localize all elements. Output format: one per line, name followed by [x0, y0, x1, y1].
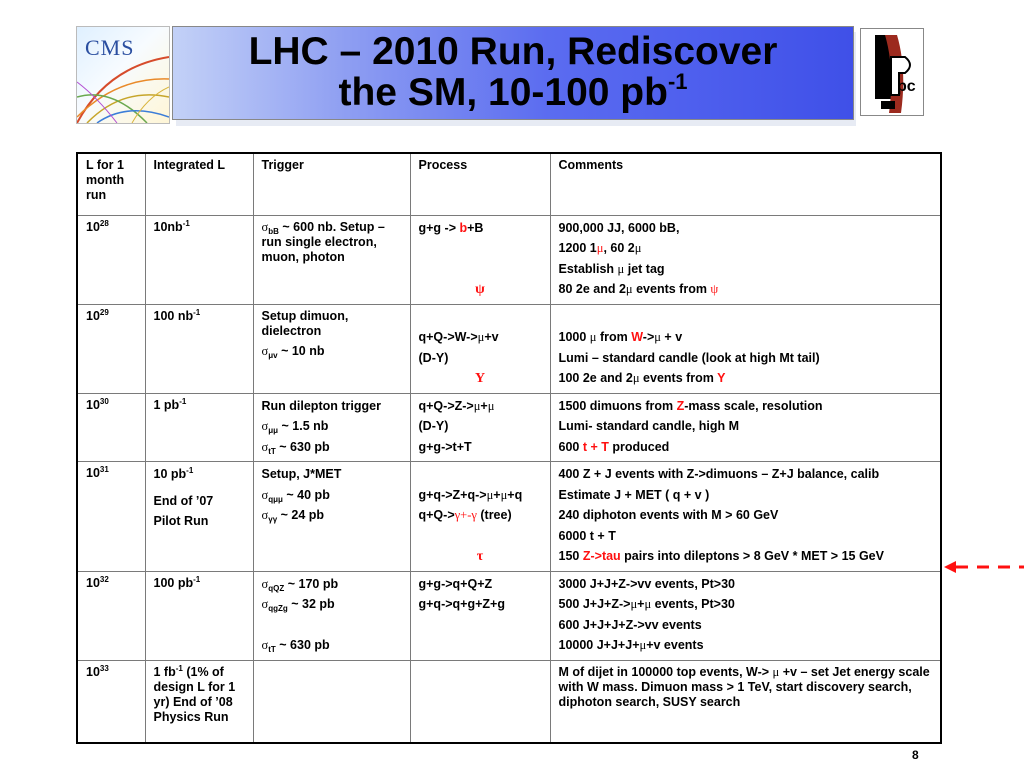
int-sup: -1: [193, 574, 201, 584]
lum-exp: 30: [99, 396, 109, 406]
process-line: g+g->t+T: [418, 439, 472, 454]
int-line: End of ’07: [153, 493, 214, 508]
int-cell: [145, 304, 253, 393]
trigger-text: ~ 10 nb: [277, 343, 325, 358]
svg-text:pc: pc: [897, 78, 916, 95]
mu-symbol: μ: [630, 597, 638, 611]
process-cell: [410, 215, 550, 304]
header-trigger: Trigger: [253, 153, 410, 215]
cms-logo: [76, 26, 170, 124]
int-value: 100 nb: [153, 308, 194, 323]
comment-text: 1200 1: [558, 241, 597, 255]
comment-line: [559, 548, 933, 569]
comment-line: Estimate J + MET ( q + v ): [558, 487, 710, 502]
mu-symbol: μ: [639, 638, 647, 652]
trigger-spacer: [262, 617, 402, 638]
comment-line: [559, 398, 933, 419]
comment-line: [559, 439, 933, 460]
header-integrated-l: Integrated L: [145, 153, 253, 215]
int-cell: [145, 571, 253, 660]
title-line-1: LHC – 2010 Run, Rediscover: [248, 30, 778, 73]
process-text: +B: [467, 220, 484, 235]
process-line: [419, 507, 542, 528]
process-text: +: [493, 487, 501, 502]
comment-text: +v events: [646, 638, 704, 652]
int-text: (1% of design L for 1 yr) End of ’08 Physics Run: [153, 664, 236, 724]
lum-exp: 29: [99, 307, 109, 317]
comment-text: +v – set Jet energy scale with W mass. Dimuon mass > 1 TeV, start discovery search, diphoton search, SUSY search: [558, 664, 930, 709]
int-line: [154, 466, 245, 487]
title-line-2: [173, 69, 853, 114]
sigma-sub: qμμ: [268, 494, 283, 504]
comments-cell: [550, 304, 941, 393]
mu-symbol: μ: [596, 241, 604, 255]
process-red-symbol: ψ: [475, 282, 485, 297]
comment-red-text: W: [631, 330, 643, 344]
mu-symbol: μ: [487, 398, 495, 413]
lum-base: 10: [86, 466, 100, 480]
comment-text: produced: [608, 439, 670, 454]
process-spacer: [419, 466, 542, 487]
comment-text: pairs into dileptons > 8 GeV * MET > 15 GeV: [620, 549, 884, 563]
trigger-line: [262, 487, 402, 508]
lum-exp: 33: [99, 663, 109, 673]
comment-line: 900,000 JJ, 6000 bB,: [558, 220, 680, 235]
header-comments: Comments: [550, 153, 941, 215]
run-plan-table: [76, 152, 942, 744]
comment-line: 600 J+J+J+Z->vv events: [558, 617, 702, 632]
mu-symbol: μ: [634, 241, 642, 255]
trigger-line: Run dilepton trigger: [261, 398, 381, 413]
int-cell: [145, 462, 253, 572]
psi-symbol: ψ: [710, 282, 719, 296]
int-cell: [145, 215, 253, 304]
comment-red-text: Y: [717, 371, 726, 385]
comment-text: 600: [558, 439, 583, 454]
comment-text: M of dijet in 100000 top events, W->: [558, 664, 773, 679]
mu-symbol: μ: [473, 398, 481, 413]
comment-text: 150: [558, 549, 583, 563]
comment-line: [559, 281, 933, 302]
comment-text: 100 2e and 2: [558, 371, 633, 385]
trigger-text: ~ 32 pb: [287, 597, 335, 611]
sigma-sub: qgZg: [268, 604, 288, 613]
process-cell: [410, 660, 550, 743]
int-value: 10nb: [153, 219, 183, 234]
comment-text: + v: [660, 330, 683, 344]
comments-cell: [550, 393, 941, 462]
lum-base: 10: [86, 308, 100, 323]
lum-cell: [77, 215, 145, 304]
comment-line: 6000 t + T: [558, 528, 616, 543]
comments-cell: [550, 462, 941, 572]
comment-line: [559, 596, 933, 617]
trigger-line: Setup, J*MET: [261, 467, 342, 481]
process-line: (D-Y): [418, 419, 449, 433]
comment-text: events, Pt>30: [651, 597, 735, 611]
comment-text: 1500 dimuons from: [558, 398, 677, 413]
lum-cell: [77, 571, 145, 660]
sigma-sub: qQZ: [268, 583, 285, 593]
process-red-text: b: [459, 220, 468, 235]
title-line-2-text: the SM, 10-100 pb: [338, 71, 668, 114]
sigma-symbol: σ: [261, 219, 269, 234]
table-row: [77, 304, 941, 393]
comment-red-text: t + T: [582, 439, 609, 454]
comment-text: -mass scale, resolution: [684, 398, 823, 413]
comment-line: [559, 261, 933, 282]
trigger-text: ~ 630 pb: [275, 439, 330, 454]
comment-text: +: [637, 597, 645, 611]
process-spacer: [419, 261, 542, 282]
int-sup: -1: [186, 466, 194, 475]
process-text: q+Q->Z->: [418, 398, 474, 413]
sigma-symbol: σ: [261, 638, 269, 652]
process-cell: [410, 462, 550, 572]
lum-base: 10: [86, 219, 100, 234]
mu-symbol: μ: [500, 487, 508, 502]
lum-exp: 28: [99, 218, 109, 228]
comment-text: jet tag: [624, 261, 665, 276]
trigger-cell: [253, 304, 410, 393]
comment-text: ->: [642, 330, 655, 344]
title-superscript: -1: [667, 69, 688, 94]
mu-symbol: μ: [625, 282, 633, 296]
sigma-symbol: σ: [261, 343, 269, 358]
sigma-sub: μv: [268, 350, 278, 360]
trigger-line: [262, 576, 402, 597]
mu-symbol: μ: [477, 330, 485, 344]
process-line: [419, 329, 542, 350]
int-value: 100 pb: [153, 575, 194, 590]
trigger-line: [262, 596, 402, 617]
comment-text: 10000 J+J+J+: [558, 638, 640, 652]
lum-base: 10: [86, 664, 100, 679]
comment-line: Lumi – standard candle (look at high Mt tail): [558, 350, 820, 365]
process-text: +q: [507, 487, 523, 502]
comment-line: 3000 J+J+Z->vv events, Pt>30: [558, 576, 736, 591]
mu-symbol: μ: [772, 664, 780, 679]
mu-symbol: μ: [486, 487, 494, 502]
lum-cell: [77, 393, 145, 462]
comment-spacer: [559, 309, 933, 330]
comment-line: [559, 329, 933, 350]
int-value: 1 fb: [153, 664, 176, 679]
trigger-cell: [253, 571, 410, 660]
comment-text: events from: [632, 282, 711, 296]
table-row: [77, 462, 941, 572]
comment-line: 240 diphoton events with M > 60 GeV: [558, 508, 779, 522]
table-row: [77, 215, 941, 304]
process-red-symbol: Y: [474, 371, 486, 386]
table-row: [77, 571, 941, 660]
trigger-line: [262, 507, 402, 528]
int-value: 1 pb: [153, 397, 180, 412]
sigma-sub: bB: [268, 226, 279, 236]
page-number: 8: [912, 748, 919, 762]
sigma-sub: γγ: [268, 515, 278, 524]
lpc-logo-graphic: [861, 29, 923, 115]
comment-line: [559, 240, 933, 261]
trigger-line: [262, 637, 402, 658]
table-header-row: [77, 153, 941, 215]
int-cell: [145, 393, 253, 462]
comment-red-text: Z->tau: [582, 549, 621, 563]
int-sup: -1: [179, 396, 187, 406]
header-process: Process: [410, 153, 550, 215]
comment-text: 1000: [558, 330, 590, 344]
process-text: +: [480, 398, 488, 413]
cms-logo-text: CMS: [85, 35, 135, 60]
lum-cell: [77, 304, 145, 393]
int-sup: -1: [193, 307, 201, 317]
int-sup: -1: [175, 663, 183, 673]
table-row: [77, 393, 941, 462]
sigma-sub: μμ: [268, 426, 279, 435]
mu-symbol: μ: [589, 330, 597, 344]
table-row: [77, 660, 941, 743]
sigma-symbol: σ: [261, 487, 269, 502]
header-lum: L for 1 month run: [77, 153, 145, 215]
trigger-line: [262, 220, 402, 265]
int-cell: [145, 660, 253, 743]
process-red-text: γ+-γ: [454, 508, 477, 522]
comment-text: Establish: [558, 261, 618, 276]
sigma-symbol: σ: [261, 439, 269, 454]
process-text: q+Q->: [418, 508, 455, 522]
trigger-cell: [253, 462, 410, 572]
mu-symbol: μ: [654, 330, 661, 344]
sigma-symbol: σ: [261, 419, 269, 433]
process-spacer: [419, 240, 542, 261]
lum-base: 10: [86, 397, 100, 412]
comment-line: [559, 637, 933, 658]
comment-text: 500 J+J+Z->: [558, 597, 631, 611]
mu-symbol: μ: [617, 261, 625, 276]
lum-base: 10: [86, 575, 100, 590]
trigger-text: ~ 600 nb. Setup – run single electron, muon, photon: [261, 219, 385, 264]
comments-cell: [550, 215, 941, 304]
mu-symbol: μ: [644, 597, 652, 611]
process-line: g+g->q+Q+Z: [418, 576, 493, 591]
process-line: [419, 220, 542, 241]
comment-line: 400 Z + J events with Z->dimuons – Z+J balance, calib: [558, 467, 880, 481]
sigma-symbol: σ: [261, 576, 269, 591]
process-cell: [410, 571, 550, 660]
lum-cell: [77, 462, 145, 572]
process-cell: [410, 304, 550, 393]
process-line: g+q->q+g+Z+g: [418, 597, 505, 611]
trigger-text: ~ 40 pb: [282, 487, 330, 502]
process-text: (tree): [476, 508, 512, 522]
sigma-symbol: σ: [261, 597, 269, 611]
sigma-sub: tT: [268, 645, 276, 654]
comment-line: Lumi- standard candle, high M: [558, 419, 740, 433]
trigger-line: [262, 439, 402, 460]
int-line: Pilot Run: [153, 514, 209, 528]
comment-red-text: Z: [676, 398, 685, 413]
comment-line: [559, 370, 933, 391]
comment-text: events from: [639, 371, 718, 385]
process-text: g+q->Z+q->: [418, 487, 487, 502]
trigger-text: ~ 170 pb: [284, 576, 339, 591]
process-text: q+Q->W->: [418, 330, 478, 344]
process-spacer: [419, 528, 542, 549]
process-line: [419, 398, 542, 419]
int-sup: -1: [182, 218, 190, 228]
comments-cell: [550, 660, 941, 743]
trigger-text: ~ 1.5 nb: [278, 419, 329, 433]
lum-cell: [77, 660, 145, 743]
trigger-text: ~ 24 pb: [277, 508, 325, 522]
sigma-sub: tT: [268, 446, 276, 456]
trigger-line: [262, 418, 402, 439]
process-cell: [410, 393, 550, 462]
title-banner: [172, 26, 854, 120]
comment-text: , 60 2: [603, 241, 635, 255]
trigger-cell: [253, 660, 410, 743]
sigma-symbol: σ: [261, 508, 269, 522]
red-dashed-arrow-icon: [942, 560, 1024, 574]
mu-symbol: μ: [632, 371, 640, 385]
comments-cell: [550, 571, 941, 660]
process-line: (D-Y): [418, 350, 449, 365]
process-line: [419, 487, 542, 508]
comment-text: 80 2e and 2: [558, 282, 626, 296]
int-value: 10 pb: [153, 467, 187, 481]
comment-text: from: [596, 330, 632, 344]
process-spacer: [419, 309, 542, 330]
trigger-cell: [253, 393, 410, 462]
trigger-cell: [253, 215, 410, 304]
trigger-line: Setup dimuon, dielectron: [261, 308, 349, 338]
lum-exp: 32: [99, 574, 109, 584]
lum-exp: 31: [99, 465, 109, 474]
process-red-symbol: τ: [476, 549, 484, 564]
process-text: g+g ->: [418, 220, 460, 235]
trigger-text: ~ 630 pb: [275, 638, 330, 652]
process-text: +v: [484, 330, 499, 344]
trigger-line: [262, 343, 402, 364]
lpc-logo: [860, 28, 924, 116]
